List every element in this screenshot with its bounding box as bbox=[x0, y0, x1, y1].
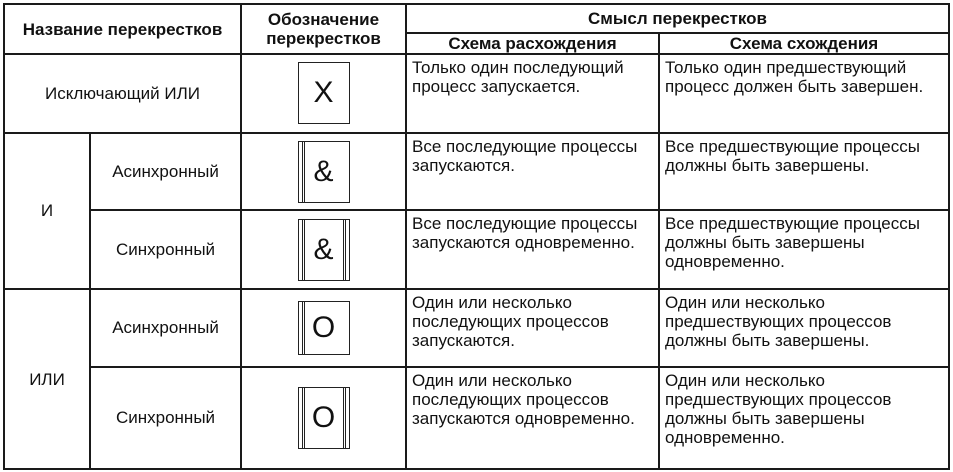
symbol-glyph: & bbox=[313, 232, 334, 266]
convergence-text: Один или несколько предшествующих процессов должны быть завершены одновременно. bbox=[659, 367, 949, 469]
table-row bbox=[4, 210, 949, 289]
junction-xor-icon bbox=[298, 62, 350, 124]
junction-subtype: Асинхронный bbox=[90, 133, 241, 211]
divergence-text: Один или несколько последующих процессов запускаются одновременно. bbox=[406, 367, 659, 469]
table-row bbox=[4, 289, 949, 367]
symbol-glyph: O bbox=[311, 400, 336, 434]
junction-symbol-cell bbox=[241, 54, 406, 133]
header-name: Название перекрестков bbox=[4, 4, 241, 54]
table-row bbox=[4, 367, 949, 469]
header-meaning: Смысл перекрестков bbox=[406, 4, 949, 33]
junction-and-async-icon bbox=[298, 141, 350, 203]
junction-table bbox=[3, 3, 950, 470]
symbol-glyph: O bbox=[311, 310, 336, 344]
convergence-text: Все предшествующие процессы должны быть завершены. bbox=[659, 133, 949, 211]
junction-symbol-cell bbox=[241, 289, 406, 367]
header-divergence: Схема расхождения bbox=[406, 33, 659, 54]
header-row-1 bbox=[4, 4, 949, 33]
junction-symbol-cell bbox=[241, 133, 406, 211]
table-row bbox=[4, 133, 949, 211]
divergence-text: Только один последующий процесс запускается. bbox=[406, 54, 659, 133]
junction-subtype: Синхронный bbox=[90, 210, 241, 289]
junction-group-name: И bbox=[4, 133, 90, 289]
header-symbol: Обозначение перекрестков bbox=[241, 4, 406, 54]
junction-subtype: Синхронный bbox=[90, 367, 241, 469]
junction-or-async-icon bbox=[298, 301, 350, 355]
junction-and-sync-icon bbox=[298, 219, 350, 281]
convergence-text: Только один предшествующий процесс должен быть завершен. bbox=[659, 54, 949, 133]
symbol-glyph: X bbox=[313, 76, 334, 110]
junction-name: Исключающий ИЛИ bbox=[4, 54, 241, 133]
convergence-text: Все предшествующие процессы должны быть завершены одновременно. bbox=[659, 210, 949, 289]
divergence-text: Все последующие процессы запускаются одновременно. bbox=[406, 210, 659, 289]
junction-symbol-cell bbox=[241, 367, 406, 469]
junction-subtype: Асинхронный bbox=[90, 289, 241, 367]
junction-symbol-cell bbox=[241, 210, 406, 289]
convergence-text: Один или несколько предшествующих процессов должны быть завершены. bbox=[659, 289, 949, 367]
table-row bbox=[4, 54, 949, 133]
junction-group-name: ИЛИ bbox=[4, 289, 90, 469]
divergence-text: Все последующие процессы запускаются. bbox=[406, 133, 659, 211]
junction-or-sync-icon bbox=[298, 387, 350, 449]
divergence-text: Один или несколько последующих процессов запускаются. bbox=[406, 289, 659, 367]
symbol-glyph: & bbox=[313, 154, 334, 188]
header-convergence: Схема схождения bbox=[659, 33, 949, 54]
